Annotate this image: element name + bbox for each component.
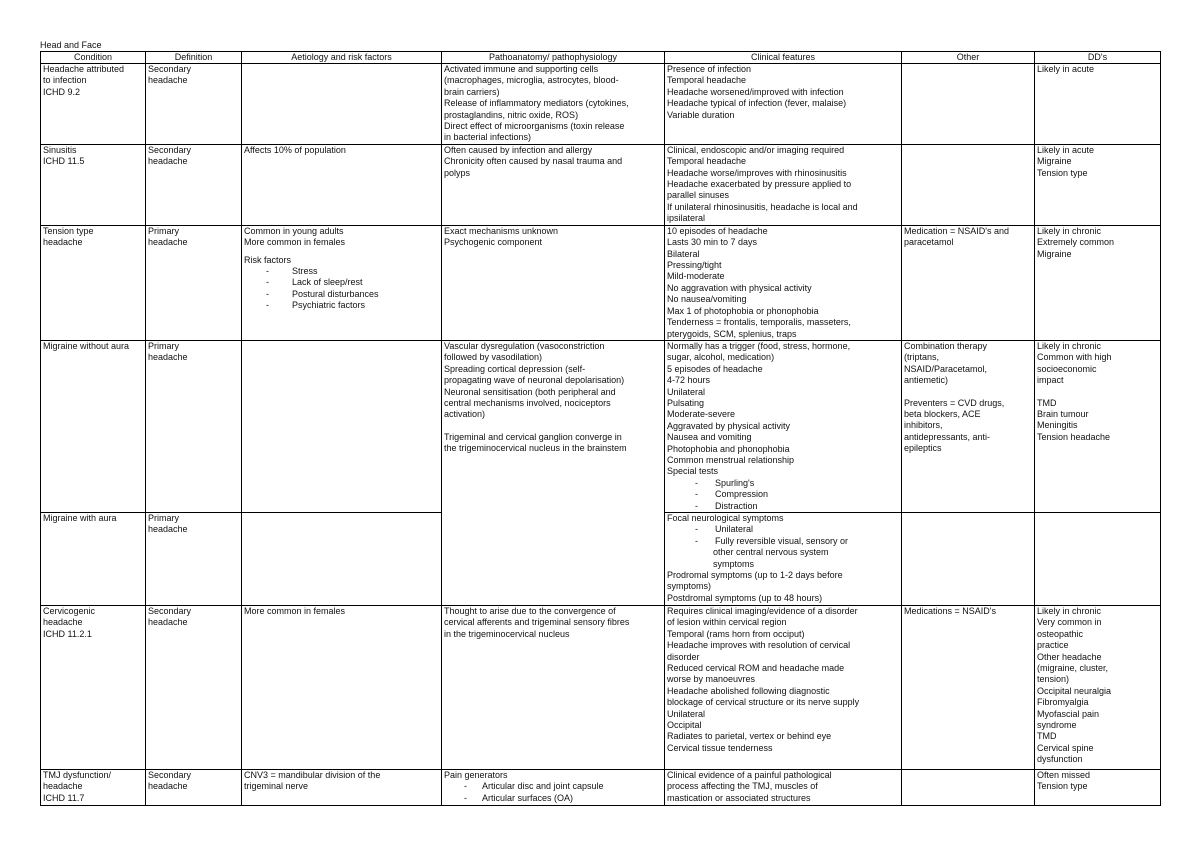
cell-line: Prodromal symptoms (up to 1-2 days before [667, 570, 843, 581]
definition-cell [146, 340, 242, 512]
cell-line: Spreading cortical depression (self- [444, 363, 586, 374]
definition-cell [146, 144, 242, 225]
cell-line: Brain tumour [1037, 408, 1089, 419]
definition-cell [146, 225, 242, 340]
spacer [1037, 387, 1158, 398]
clinical-cell [665, 606, 902, 770]
cell-line: Myofascial pain [1037, 708, 1100, 719]
cell-line: Trigeminal and cervical ganglion converge in [444, 431, 622, 442]
cell-line: Pressing/tight [667, 260, 722, 271]
risk-factor-item: - Lack of sleep/rest [244, 277, 439, 288]
cell-line: Common menstrual relationship [667, 454, 795, 465]
cell-line: Unilateral [667, 708, 706, 719]
cell-line: Cervical spine [1037, 742, 1094, 753]
cell-line: (triptans, [904, 352, 940, 363]
cell-line: Reduced cervical ROM and headache made [667, 663, 845, 674]
cell-line: antidepressants, anti- [904, 431, 991, 442]
aura-symptom-item: - Unilateral [667, 524, 899, 535]
table-row [41, 64, 1161, 145]
pain-generator-item: - Articular surfaces (OA) [444, 793, 662, 804]
cell-line: Moderate-severe [667, 409, 736, 420]
cell-line: antiemetic) [904, 375, 949, 386]
cell-line: Combination therapy [904, 340, 988, 351]
cell-line: Meningitis [1037, 420, 1078, 431]
cell-line: Secondary [148, 606, 192, 616]
cell-line: Thought to arise due to the convergence of [444, 606, 616, 616]
cell-line: Very common in [1037, 617, 1102, 628]
definition-cell [146, 513, 242, 606]
cell-line: Temporal headache [667, 156, 747, 167]
cell-line: Common with high [1037, 352, 1112, 363]
special-test-item: - Distraction [667, 501, 899, 512]
cell-line: Cervical tissue tenderness [667, 742, 773, 753]
cell-line: beta blockers, ACE [904, 408, 981, 419]
cell-line: Headache improves with resolution of cervical [667, 640, 851, 651]
dds-cell [1035, 144, 1161, 225]
cell-line: Primary [148, 513, 179, 523]
cell-line: ICHD 9.2 [43, 86, 81, 97]
other-cell [902, 340, 1035, 512]
risk-factors-heading: Risk factors [244, 254, 292, 265]
cell-line: Neuronal sensitisation (both peripheral and [444, 386, 616, 397]
cell-line: Temporal (rams horn from occiput) [667, 628, 805, 639]
cell-line: Tension headache [1037, 431, 1111, 442]
other-cell [902, 225, 1035, 340]
cell-line: Variable duration [667, 109, 735, 120]
cell-line: trigeminal nerve [244, 781, 309, 792]
cell-line: headache [148, 156, 188, 167]
cell-line: More common in females [244, 237, 346, 248]
cell-line: Migraine without aura [43, 340, 130, 351]
cell-line: Extremely common [1037, 237, 1115, 248]
special-test-item: - Spurling's [667, 478, 899, 489]
cell-line: followed by vasodilation) [444, 352, 543, 363]
cell-line: in bacterial infections) [444, 132, 532, 143]
aetiology-cell [242, 606, 442, 770]
cell-line: 10 episodes of headache [667, 225, 768, 236]
aetiology-cell [242, 225, 442, 340]
dds-cell [1035, 225, 1161, 340]
dds-cell [1035, 606, 1161, 770]
cell-line: Requires clinical imaging/evidence of a disorder [667, 606, 858, 616]
cell-line: headache [148, 781, 188, 792]
cell-line: Secondary [148, 770, 192, 780]
cell-line: Nausea and vomiting [667, 432, 752, 443]
cell-line: Secondary [148, 64, 192, 74]
cell-line: Primary [148, 225, 179, 236]
cell-line: Special tests [667, 466, 719, 477]
patho-cell [442, 225, 665, 340]
header-other: Other [902, 52, 1035, 64]
cell-line: disorder [667, 651, 700, 662]
cell-line: Often missed [1037, 770, 1091, 780]
cell-line: syndrome [1037, 720, 1077, 731]
clinical-cell [665, 770, 902, 806]
headache-table [40, 51, 1161, 806]
cell-line: Likely in chronic [1037, 340, 1102, 351]
cell-line: osteopathic [1037, 628, 1084, 639]
cell-line: headache [43, 617, 83, 628]
cell-line: pterygoids, SCM, splenius, traps [667, 328, 797, 339]
risk-factor-item: - Stress [244, 266, 439, 277]
cell-line: Pain generators [444, 770, 508, 780]
cell-line: Often caused by infection and allergy [444, 144, 593, 155]
clinical-cell [665, 225, 902, 340]
cell-line: process affecting the TMJ, muscles of [667, 781, 818, 792]
cell-line: Unilateral [667, 386, 706, 397]
table-row [41, 606, 1161, 770]
cell-line: Normally has a trigger (food, stress, hormone, [667, 340, 851, 351]
spacer [444, 421, 662, 432]
patho-cell [442, 340, 665, 605]
cell-line: Headache worsened/improved with infection [667, 86, 844, 97]
header-clinical-features: Clinical features [665, 52, 902, 64]
cell-line: Medication = NSAID's and [904, 225, 1010, 236]
cell-line: ICHD 11.5 [43, 156, 85, 167]
cell-line: dysfunction [1037, 754, 1083, 765]
cell-line: Migraine with aura [43, 513, 117, 523]
cell-line: Sinusitis [43, 144, 77, 155]
header-pathoanatomy: Pathoanatomy/ pathophysiology [442, 52, 665, 64]
cell-line: Likely in chronic [1037, 606, 1102, 616]
cell-line: Tension type [43, 225, 94, 236]
cell-line: tension) [1037, 674, 1070, 685]
spacer [904, 387, 1032, 398]
cell-line: Likely in acute [1037, 144, 1095, 155]
cell-line: headache [148, 617, 188, 628]
cell-line: Lasts 30 min to 7 days [667, 237, 758, 248]
cell-line: Direct effect of microorganisms (toxin release [444, 121, 625, 132]
cell-line: inhibitors, [904, 420, 943, 431]
patho-cell [442, 64, 665, 145]
cell-line: Radiates to parietal, vertex or behind eye [667, 731, 832, 742]
cell-line: Likely in acute [1037, 64, 1095, 74]
cell-line: Secondary [148, 144, 192, 155]
cell-line: Presence of infection [667, 64, 752, 74]
patho-cell [442, 144, 665, 225]
dds-cell [1035, 340, 1161, 512]
cell-line: headache [148, 524, 188, 535]
cell-line: Aggravated by physical activity [667, 420, 791, 431]
cell-line: impact [1037, 375, 1064, 386]
cell-line: Chronicity often caused by nasal trauma and [444, 156, 623, 167]
cell-line: ICHD 11.2.1 [43, 628, 92, 639]
definition-cell [146, 64, 242, 145]
cell-line: Exact mechanisms unknown [444, 225, 559, 236]
cell-line: Primary [148, 340, 179, 351]
aura-symptom-item: - Fully reversible visual, sensory or [667, 536, 899, 547]
cell-line: sugar, alcohol, medication) [667, 352, 775, 363]
cell-line: 5 episodes of headache [667, 363, 763, 374]
cell-line: epileptics [904, 443, 942, 454]
cell-line: Preventers = CVD drugs, [904, 397, 1005, 408]
table-row [41, 770, 1161, 806]
table-row [41, 144, 1161, 225]
cell-line: Mild-moderate [667, 271, 725, 282]
cell-line: ipsilateral [667, 213, 706, 224]
definition-cell [146, 606, 242, 770]
cell-line: in the trigeminocervical nucleus [444, 628, 570, 639]
cell-line: Headache worse/improves with rhinosinusitis [667, 167, 847, 178]
cell-line: Temporal headache [667, 75, 747, 86]
cell-line: Headache typical of infection (fever, malaise) [667, 98, 847, 109]
pain-generator-item: - Articular disc and joint capsule [444, 781, 662, 792]
cell-line: Focal neurological symptoms [667, 513, 784, 523]
risk-factor-item: - Postural disturbances [244, 289, 439, 300]
cell-line: Medications = NSAID's [904, 606, 997, 616]
cell-line: the trigeminocervical nucleus in the brainstem [444, 443, 627, 454]
dds-cell [1035, 770, 1161, 806]
cell-line: Cervicogenic [43, 606, 96, 616]
cell-line: parallel sinuses [667, 190, 730, 201]
cell-line: prostaglandins, nitric oxide, ROS) [444, 109, 579, 120]
cell-line: (migraine, cluster, [1037, 663, 1109, 674]
cell-line: Tension type [1037, 781, 1088, 792]
cell-line: Clinical, endoscopic and/or imaging required [667, 144, 845, 155]
cell-line: Max 1 of photophobia or phonophobia [667, 305, 819, 316]
cell-line: to infection [43, 75, 87, 86]
cell-line: symptoms) [667, 581, 712, 592]
cell-line: mastication or associated structures [667, 792, 811, 803]
condition-cell [41, 340, 146, 512]
aetiology-cell [242, 340, 442, 512]
aetiology-cell [242, 513, 442, 606]
table-header-row [41, 52, 1161, 64]
condition-cell [41, 64, 146, 145]
cell-line: brain carriers) [444, 86, 500, 97]
cell-line: Migraine [1037, 248, 1072, 259]
cell-line: Occipital [667, 720, 702, 731]
document-page [40, 40, 1160, 806]
cell-line: ICHD 11.7 [43, 792, 85, 803]
special-test-item: - Compression [667, 489, 899, 500]
other-cell [902, 64, 1035, 145]
cell-line: No nausea/vomiting [667, 294, 747, 305]
cell-line: NSAID/Paracetamol, [904, 363, 988, 374]
other-cell [902, 513, 1035, 606]
cell-line: of lesion within cervical region [667, 617, 787, 628]
cell-line: practice [1037, 640, 1069, 651]
cell-line: 4-72 hours [667, 375, 711, 386]
aetiology-cell [242, 770, 442, 806]
header-definition: Definition [146, 52, 242, 64]
cell-line: Pulsating [667, 397, 705, 408]
cell-line: headache [148, 237, 188, 248]
cell-line: headache [43, 237, 83, 248]
cell-line: other central nervous system [713, 547, 829, 558]
cell-line: Headache exacerbated by pressure applied to [667, 179, 852, 190]
cell-line: Tenderness = frontalis, temporalis, masseters, [667, 317, 851, 328]
cell-line: Affects 10% of population [244, 144, 346, 155]
cell-line: Activated immune and supporting cells [444, 64, 599, 74]
cell-line: propagating wave of neuronal depolarisation) [444, 375, 625, 386]
cell-line: paracetamol [904, 237, 954, 248]
cell-line: socioeconomic [1037, 363, 1097, 374]
header-dds: DD's [1035, 52, 1161, 64]
cell-line: Other headache [1037, 651, 1102, 662]
cell-line: Clinical evidence of a painful pathological [667, 770, 832, 780]
cell-line: TMD [1037, 397, 1057, 408]
cell-line: If unilateral rhinosinusitis, headache is local and [667, 201, 858, 212]
cell-line: blockage of cervical structure or its nerve supply [667, 697, 860, 708]
condition-cell [41, 144, 146, 225]
cell-line: Migraine [1037, 156, 1072, 167]
cell-line: More common in females [244, 606, 346, 616]
clinical-cell [665, 513, 902, 606]
patho-cell [442, 606, 665, 770]
condition-cell [41, 225, 146, 340]
cell-line: Common in young adults [244, 225, 344, 236]
cell-line: headache [148, 352, 188, 363]
cell-line: CNV3 = mandibular division of the [244, 770, 381, 780]
cell-line: Psychogenic component [444, 237, 543, 248]
cell-line: TMD [1037, 731, 1057, 742]
clinical-cell [665, 144, 902, 225]
cell-line: Likely in chronic [1037, 225, 1102, 236]
other-cell [902, 606, 1035, 770]
cell-line: Vascular dysregulation (vasoconstriction [444, 340, 605, 351]
other-cell [902, 770, 1035, 806]
header-aetiology: Aetiology and risk factors [242, 52, 442, 64]
cell-line: (macrophages, microglia, astrocytes, blood- [444, 75, 619, 86]
cell-line: No aggravation with physical activity [667, 282, 812, 293]
dds-cell [1035, 513, 1161, 606]
clinical-cell [665, 64, 902, 145]
cell-line: headache [148, 75, 188, 86]
table-row [41, 225, 1161, 340]
cell-line: Photophobia and phonophobia [667, 443, 790, 454]
table-row [41, 340, 1161, 512]
risk-factor-item: - Psychiatric factors [244, 300, 439, 311]
cell-line: Bilateral [667, 248, 700, 259]
cell-line: Tension type [1037, 167, 1088, 178]
definition-cell [146, 770, 242, 806]
cell-line: polyps [444, 167, 471, 178]
cell-line: activation) [444, 409, 486, 420]
cell-line: Postdromal symptoms (up to 48 hours) [667, 592, 823, 603]
cell-line: Headache attributed [43, 64, 125, 74]
cell-line: Headache abolished following diagnostic [667, 685, 830, 696]
condition-cell [41, 606, 146, 770]
condition-cell [41, 770, 146, 806]
other-cell [902, 144, 1035, 225]
cell-line: Release of inflammatory mediators (cytokines, [444, 98, 629, 109]
patho-cell [442, 770, 665, 806]
cell-line: Fibromyalgia [1037, 697, 1089, 708]
condition-cell [41, 513, 146, 606]
aetiology-cell [242, 64, 442, 145]
cell-line: central mechanisms involved, nociceptors [444, 397, 611, 408]
dds-cell [1035, 64, 1161, 145]
cell-line: TMJ dysfunction/ [43, 770, 112, 780]
cell-line: cervical afferents and trigeminal sensory fibres [444, 617, 630, 628]
cell-line: headache [43, 781, 83, 792]
document-title: Head and Face [40, 40, 102, 50]
cell-line: worse by manoeuvres [667, 674, 756, 685]
cell-line: Occipital neuralgia [1037, 685, 1112, 696]
clinical-cell [665, 340, 902, 512]
aetiology-cell [242, 144, 442, 225]
header-condition: Condition [41, 52, 146, 64]
cell-line: symptoms [713, 558, 755, 569]
